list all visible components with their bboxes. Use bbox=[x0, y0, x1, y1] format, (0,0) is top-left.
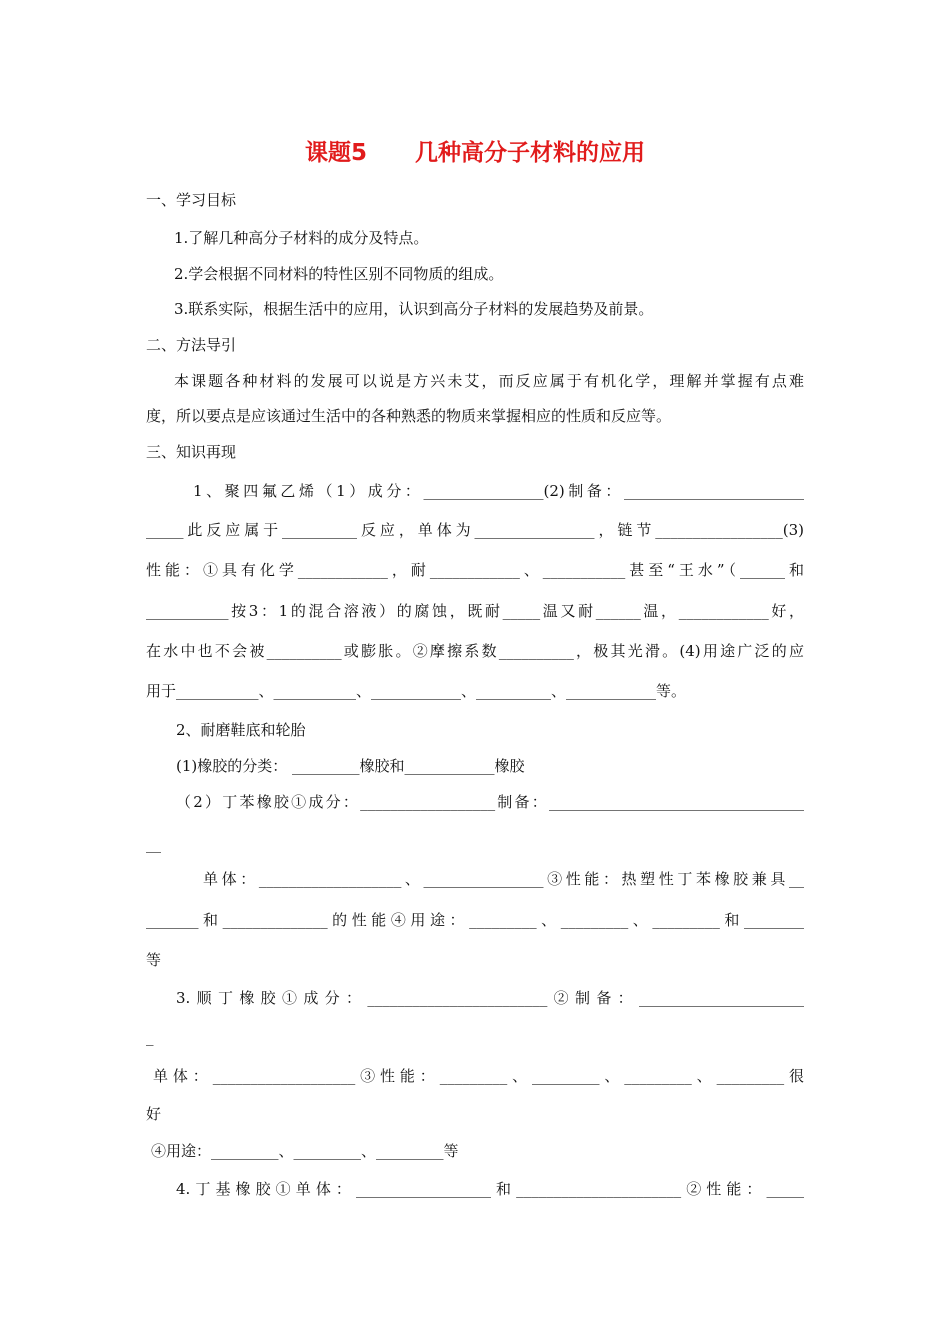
br-line-5: ④用途：_________、_________、_________等 bbox=[151, 1142, 459, 1160]
method-paragraph-line-1: 本课题各种材料的发展可以说是方兴未艾，而反应属于有机化学，理解并掌握有点难 bbox=[174, 372, 804, 390]
goal-item-3: 3.联系实际，根据生活中的应用，认识到高分子材料的发展趋势及前景。 bbox=[174, 300, 654, 318]
ptfe-line-4: ___________按3：1的混合溶液）的腐蚀，既耐_____温又耐______温，____________好， bbox=[146, 602, 804, 620]
goal-item-1: 1.了解几种高分子材料的成分及特点。 bbox=[174, 229, 429, 247]
sbr-line-1: （2）丁苯橡胶①成分：__________________制备：__________________________________ bbox=[176, 793, 804, 811]
ptfe-line-5: 在水中也不会被__________或膨胀。②摩擦系数__________，极其光滑。(4)用途广泛的应 bbox=[146, 642, 804, 660]
sbr-line-2: __ bbox=[146, 835, 161, 853]
goal-item-2: 2.学会根据不同材料的特性区别不同物质的组成。 bbox=[174, 265, 504, 283]
br-line-1: 3.顺丁橡胶①成分：________________________②制备：______________________ bbox=[176, 989, 804, 1007]
ptfe-line-3: 性能：①具有化学____________，耐____________、___________甚至“王水”（______和 bbox=[146, 561, 804, 579]
page-title: 课题5 几种高分子材料的应用 bbox=[304, 140, 646, 166]
iir-line-1: 4.丁基橡胶①单体：__________________和______________________②性能：_____ bbox=[176, 1180, 804, 1198]
sbr-line-5: 等 bbox=[146, 951, 162, 969]
ptfe-line-6: 用于___________、___________、____________、__________、____________等。 bbox=[146, 682, 687, 700]
section-heading-knowledge: 三、知识再现 bbox=[146, 443, 237, 461]
rubber-classification: (1)橡胶的分类： _________橡胶和____________橡胶 bbox=[176, 757, 525, 775]
br-line-2: _ bbox=[146, 1028, 154, 1046]
ptfe-line-2: _____此反应属于__________反应，单体为________________，链节_________________(3) bbox=[146, 521, 804, 539]
section-heading-goals: 一、学习目标 bbox=[146, 191, 237, 209]
section-heading-method: 二、方法导引 bbox=[146, 336, 237, 354]
br-line-4: 好 bbox=[146, 1105, 162, 1123]
sbr-line-4: _______和______________的性能④用途：_________、_________、_________和________ bbox=[146, 911, 804, 929]
rubber-heading: 2、耐磨鞋底和轮胎 bbox=[176, 721, 306, 739]
method-paragraph-line-2: 度，所以要点是应该通过生活中的各种熟悉的物质来掌握相应的性质和反应等。 bbox=[146, 407, 672, 425]
br-line-3: 单体：___________________③性能：_________、_________、_________、_________很 bbox=[153, 1067, 804, 1085]
ptfe-line-1: 1、聚四氟乙烯（1）成分：________________(2)制备：________________________ bbox=[193, 482, 804, 500]
sbr-line-3: 单体：___________________、________________③性能：热塑性丁苯橡胶兼具__ bbox=[203, 870, 804, 888]
